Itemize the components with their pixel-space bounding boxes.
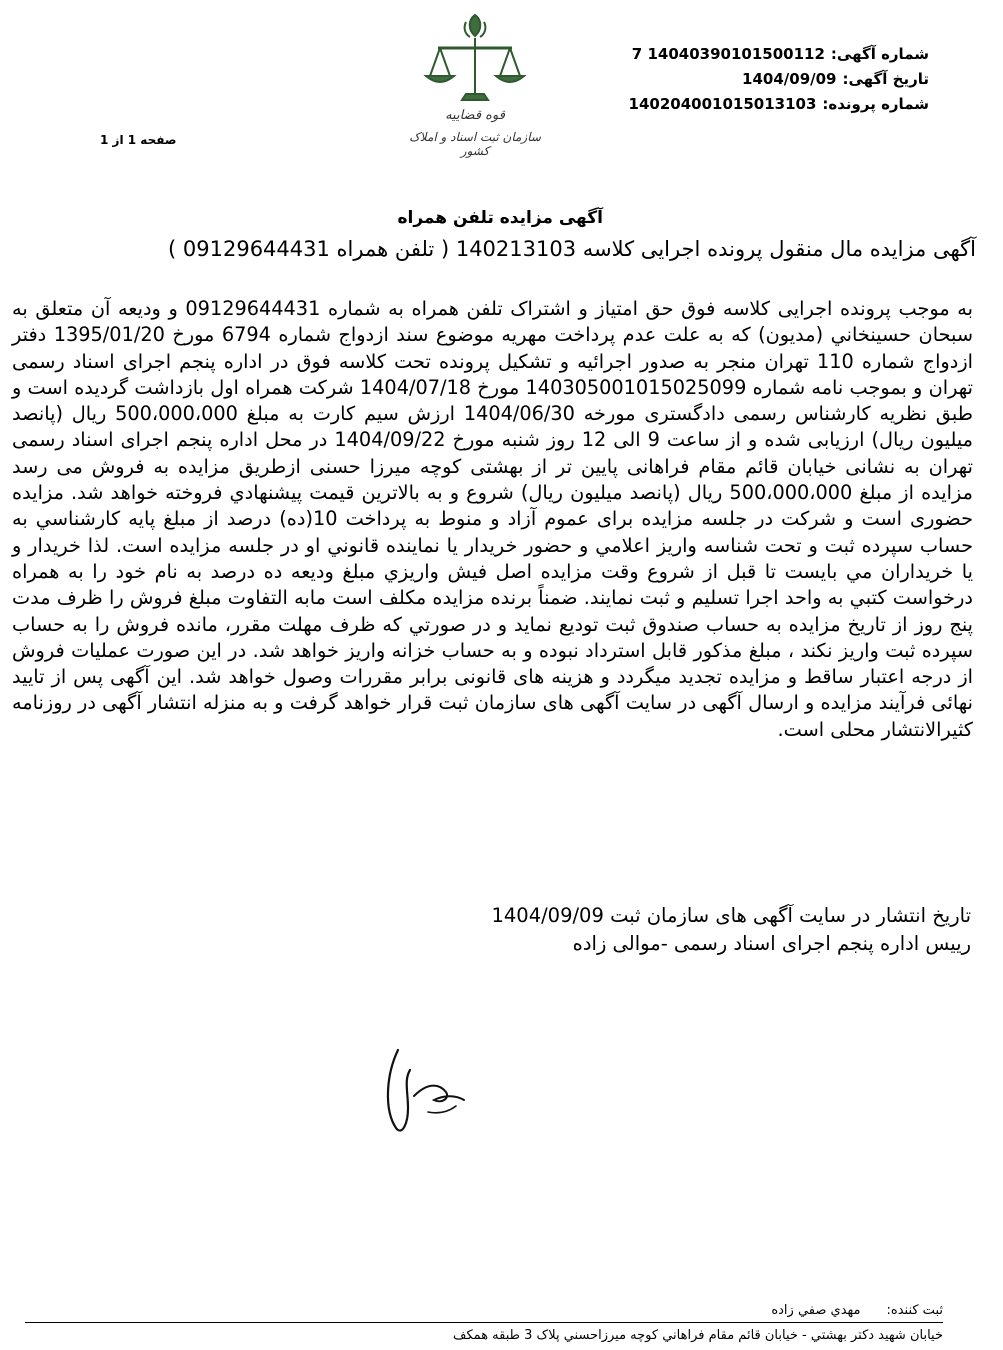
notice-number: 14040390101500112 7	[631, 45, 825, 63]
case-number-row	[629, 92, 929, 117]
page-subtitle: آگهی مزایده مال منقول پرونده اجرایی کلاسه 140213103 ( تلفن همراه 09129644431 )	[168, 237, 976, 261]
footer-divider	[25, 1322, 943, 1323]
notice-date-row	[629, 67, 929, 92]
publish-date-line: تاریخ انتشار در سایت آگهی های سازمان ثبت 1404/09/09	[491, 904, 971, 927]
page-info: صفحه 1 از 1	[100, 133, 177, 147]
signer-line: رییس اداره پنجم اجرای اسناد رسمی -موالی زاده	[572, 932, 971, 955]
registrar-address: خيابان شهيد دكتر بهشتي - خيابان قائم مقام فراهاني كوچه ميرزاحسني پلاک 3 طبقه همكف	[453, 1328, 943, 1343]
case-number-label: شماره پرونده:	[822, 95, 929, 113]
notice-body: به موجب پرونده اجرایی کلاسه فوق حق امتیاز و اشتراک تلفن همراه به شماره 09129644431 و ودیعه آن متعلق به سبحان حسينخاني (مديون) كه به علت عدم پرداخت مهريه موضوع سند ازدواج شماره 6794 مورخ 1395/01/20 دفتر ازدواج شماره 110 تهران منجر به صدور اجرائيه و تشكيل پرونده تحت كلاسه فوق در اداره پنجم اجرای اسناد رسمی تهران و بموجب نامه شماره 140305001015025099 مورخ 1404/07/18 شرکت همراه اول بازداشت گردیده است و طبق نظریه کارشناس رسمی دادگستری مورخه 1404/06/30 ارزش سیم کارت به مبلغ 500،000،000 ریال (پانصد میلیون ریال) ارزیابی شده و از ساعت 9 الی 12 روز شنبه مورخ 1404/09/22 در محل اداره پنجم اجرای اسناد رسمی تهران به نشانی خیابان قائم مقام فراهانی پایین تر از بهشتی کوچه میرزا حسنی ازطریق مزایده به فروش می رسد مزایده از مبلغ 500،000،000 ریال (پانصد میلیون ریال) شروع و به بالاترین قیمت پیشنهادي فروخته خواهد شد. مزایده حضوری است و شرکت در جلسه مزایده برای عموم آزاد و منوط به پرداخت 10(ده) درصد از مبلغ پايه كارشناسي به حساب سپرده ثبت و تحت شناسه واريز اعلامي و حضور خريدار يا نماينده قانوني او در جلسه مزايده است. لذا خريدار و يا خريداران مي بايست تا قبل از شروع وقت مزايده اصل فيش واريزي مبلغ وديعه ده درصد به نام خود را به همراه درخواست كتبي به واحد اجرا تسليم و ثبت نمايند. ضمناً برنده مزايده مكلف است مابه التفاوت مبلغ فروش را ظرف مدت پنج روز از تاريخ مزايده به حساب صندوق ثبت توديع نمايد و در صورتي كه ظرف مهلت مقرر، مانده فروش را به حساب سپرده ثبت واريز نكند ، مبلغ مذكور قابل استرداد نبوده و به حساب خزانه واريز خواهد شد. در این صورت عملیات فروش از درجه اعتبار ساقط و مزایده تجدید میگردد و هزینه های قانونی برابر مقررات وصول خواهد شد. این آگهی پس از تایید نهائی فرآیند مزایده و ارسال آگهی در سایت آگهی های سازمان ثبت قرار خواهد گرفت و به منزله انتشار آگهی در روزنامه کثیرالانتشار محلی است.	[12, 297, 974, 741]
notice-number-label: شماره آگهی:	[830, 45, 929, 63]
page-title: آگهی مزایده تلفن همراه	[397, 208, 603, 228]
notice-number-row	[629, 42, 929, 67]
registrar-name: مهدي صفي زاده	[771, 1303, 861, 1318]
judiciary-emblem	[400, 10, 550, 170]
registrar	[771, 1303, 943, 1318]
registrar-label: ثبت كننده:	[886, 1303, 943, 1318]
notice-date-label: تاریخ آگهی:	[842, 70, 929, 88]
org-line-registry: سازمان ثبت اسناد و املاک کشور	[409, 130, 541, 158]
org-line-judiciary: قوه قضاییه	[445, 108, 505, 123]
notice-meta	[629, 42, 929, 117]
case-number: 140204001015013103	[628, 95, 817, 113]
signature-icon	[368, 1000, 478, 1150]
notice-footer	[491, 902, 971, 958]
notice-date: 1404/09/09	[742, 70, 837, 88]
